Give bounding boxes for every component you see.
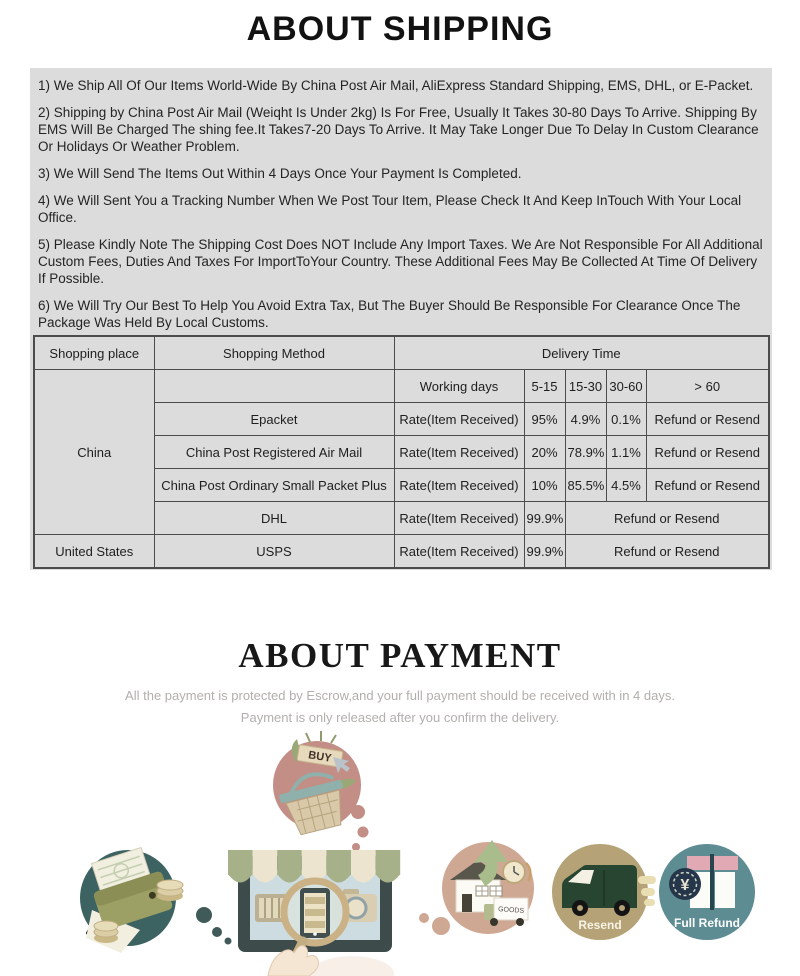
method-cell: China Post Ordinary Small Packet Plus [154, 469, 394, 502]
value-cell: 20% [524, 436, 565, 469]
shipping-note-4: 4) We Will Sent You a Tracking Number When We Post Tour Item, Please Check It And Keep InTouch With Your Local Office. [38, 193, 742, 225]
rate-cell: Rate(Item Received) [394, 469, 524, 502]
place-china-cell: China [34, 370, 154, 535]
full-refund-icon [659, 844, 755, 940]
shipping-note-6: 6) We Will Try Our Best To Help You Avoid Extra Tax, But The Buyer Should Be Responsible For Clearance Once The Package Was Held By Local Customs. [38, 298, 741, 330]
value-cell: 95% [524, 403, 565, 436]
outcome-cell: Refund or Resend [646, 403, 769, 436]
payment-subtitle-line2: Payment is only released after you confirm the delivery. [240, 710, 560, 725]
empty-method-cell [154, 370, 394, 403]
delivery-time-table [33, 335, 770, 569]
method-cell: China Post Registered Air Mail [154, 436, 394, 469]
table-row-usps [34, 535, 769, 569]
method-cell: Epacket [154, 403, 394, 436]
place-united-states-cell: United States [34, 535, 154, 569]
shipping-note-5: 5) Please Kindly Note The Shipping Cost Does NOT Include Any Import Taxes. We Are Not Responsible For All Additional Custom Fees, Duties And Taxes For ImportToYour Country. These Additional Fees May Be Collected At Time Of Delivery If Possible. [38, 237, 763, 286]
outcome-cell: Refund or Resend [646, 436, 769, 469]
table-header-row [34, 336, 769, 370]
wallet-money-icon [80, 844, 183, 953]
value-cell: 4.5% [606, 469, 646, 502]
value-cell: 99.9% [524, 502, 565, 535]
shipping-section-title: ABOUT SHIPPING [246, 10, 554, 48]
range-over-60: > 60 [646, 370, 769, 403]
payment-section-title: ABOUT PAYMENT [238, 636, 562, 675]
working-days-row [34, 370, 769, 403]
buy-sign-label: BUY [307, 749, 333, 765]
range-30-60: 30-60 [606, 370, 646, 403]
value-cell: 0.1% [606, 403, 646, 436]
value-cell: 10% [524, 469, 565, 502]
value-cell: 99.9% [524, 535, 565, 569]
outcome-cell: Refund or Resend [565, 535, 769, 569]
value-cell: 4.9% [565, 403, 606, 436]
payment-subtitle-line1: All the payment is protected by Escrow,and your full payment should be received with in 4 days. [125, 688, 675, 703]
resend-label: Resend [578, 918, 622, 932]
resend-van-icon [552, 844, 656, 940]
full-refund-label: Full Refund [674, 916, 740, 930]
header-delivery-time: Delivery Time [394, 336, 769, 370]
yen-symbol: ¥ [680, 877, 690, 894]
method-cell: USPS [154, 535, 394, 569]
rate-cell: Rate(Item Received) [394, 502, 524, 535]
header-shopping-place: Shopping place [34, 336, 154, 370]
outcome-cell: Refund or Resend [646, 469, 769, 502]
goods-delivery-icon [419, 840, 534, 935]
value-cell: 1.1% [606, 436, 646, 469]
online-store-icon [228, 850, 400, 976]
rate-cell: Rate(Item Received) [394, 436, 524, 469]
shipping-notes [30, 68, 772, 341]
shipping-info-panel [30, 68, 772, 570]
range-15-30: 15-30 [565, 370, 606, 403]
outcome-cell: Refund or Resend [565, 502, 769, 535]
shipping-note-1: 1) We Ship All Of Our Items World-Wide By China Post Air Mail, AliExpress Standard Shipping, EMS, DHL, or E-Packet. [38, 78, 754, 93]
range-5-15: 5-15 [524, 370, 565, 403]
header-shopping-method: Shopping Method [154, 336, 394, 370]
buy-basket-icon [273, 731, 369, 851]
goods-label: GOODS [497, 906, 525, 915]
shipping-note-2: 2) Shipping by China Post Air Mail (Weiqht Is Under 2kg) Is For Free, Usually It Takes 30-80 Days To Arrive. Shipping By EMS Will Be Charged The shing fee.It Takes7-20 Days To Arrive. It May Take Longer Due To Delay In Custom Clearance Or Holidays Or Weather Problem. [38, 105, 759, 154]
value-cell: 78.9% [565, 436, 606, 469]
method-cell: DHL [154, 502, 394, 535]
working-days-label: Working days [394, 370, 524, 403]
rate-cell: Rate(Item Received) [394, 403, 524, 436]
shipping-note-3: 3) We Will Send The Items Out Within 4 Days Once Your Payment Is Completed. [38, 166, 522, 181]
thought-dots [196, 907, 232, 945]
yen-coin-icon [669, 868, 701, 900]
rate-cell: Rate(Item Received) [394, 535, 524, 569]
payment-process-illustration [0, 725, 800, 976]
value-cell: 85.5% [565, 469, 606, 502]
